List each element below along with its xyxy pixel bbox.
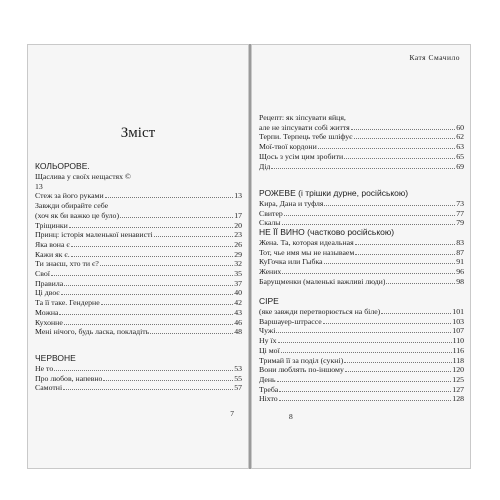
entry-title: Чужі xyxy=(259,326,276,336)
entry-title: Яка вона є xyxy=(35,239,70,249)
entry-title: Не то xyxy=(35,364,54,373)
entry-page: 23 xyxy=(234,230,242,240)
toc-entry xyxy=(252,317,470,327)
entry-title: Принц: історія маленької ненависті xyxy=(35,230,153,240)
entry-page: 37 xyxy=(234,278,242,288)
entry-page: 62 xyxy=(456,132,464,142)
toc-entry xyxy=(252,257,470,267)
toc-entry xyxy=(28,240,248,250)
entry-title: Щаслива у своїх нещастях © xyxy=(35,172,131,181)
entry-page: 13 xyxy=(234,191,242,201)
toc-entry xyxy=(28,221,248,231)
toc-entry xyxy=(28,201,248,211)
entry-page: 73 xyxy=(456,199,464,208)
toc-entry xyxy=(252,307,470,317)
entry-page: 42 xyxy=(234,298,242,308)
entry-page: 46 xyxy=(234,317,242,327)
entry-page: 120 xyxy=(452,365,464,375)
toc-entry xyxy=(252,336,470,346)
entry-title: Вони люблять по-іншому xyxy=(259,365,344,375)
entry-title: Та її таке. Гендерне xyxy=(35,298,100,308)
entry-page: 79 xyxy=(456,218,464,228)
section-title: РОЖЕВЕ (і трішки дурне, російською) xyxy=(259,188,409,198)
toc-section-continued xyxy=(252,113,470,171)
toc-entry xyxy=(28,230,248,240)
entry-page: 55 xyxy=(234,373,242,383)
entry-page: 127 xyxy=(452,384,464,394)
entry-page: 83 xyxy=(456,238,464,247)
toc-entry xyxy=(28,308,248,318)
entry-page: 60 xyxy=(456,122,464,132)
toc-entry xyxy=(252,277,470,287)
toc-entry xyxy=(28,279,248,289)
toc-entry xyxy=(28,211,248,221)
section-title: КОЛЬОРОВЕ. xyxy=(35,161,90,171)
entry-title: Треба xyxy=(259,384,279,394)
entry-title: Терпи. Терпець тебе шліфує xyxy=(259,132,353,142)
entry-title: Скалы xyxy=(259,218,281,228)
running-head-author: Катя Смачило xyxy=(409,53,460,62)
entry-title: Завжди обирайте себе xyxy=(35,201,109,211)
entry-page: 91 xyxy=(456,257,464,267)
toc-entry xyxy=(252,248,470,258)
entry-page: 125 xyxy=(452,374,464,384)
entry-page: 103 xyxy=(452,316,464,326)
entry-page: 98 xyxy=(456,276,464,286)
toc-section-multicolor xyxy=(28,161,248,337)
entry-title: Щось з усім цим зробити xyxy=(259,151,344,161)
entry-page: 116 xyxy=(452,345,464,355)
contents-title: Зміст xyxy=(120,125,156,141)
toc-entry xyxy=(252,142,470,152)
toc-entry xyxy=(252,267,470,277)
entry-title: (хоч як би важко це було) xyxy=(35,210,120,220)
entry-page: 77 xyxy=(456,208,464,218)
entry-page: 40 xyxy=(234,288,242,298)
entry-title: Ну їх xyxy=(259,336,277,346)
entry-page: 101 xyxy=(452,307,464,316)
toc-entry xyxy=(28,364,248,374)
entry-page: 107 xyxy=(452,326,464,336)
toc-entry xyxy=(252,375,470,385)
toc-entry xyxy=(28,182,248,192)
toc-entry xyxy=(252,113,470,123)
entry-page: 69 xyxy=(456,161,464,171)
entry-title: Правила xyxy=(35,278,64,288)
toc-entry xyxy=(252,238,470,248)
entry-page: 26 xyxy=(234,239,242,249)
entry-page: 53 xyxy=(234,364,242,373)
toc-entry xyxy=(252,326,470,336)
entry-title: Тот, чье имя мы не называем xyxy=(259,247,355,257)
toc-entry xyxy=(28,191,248,201)
entry-title: Кухонне xyxy=(35,317,63,327)
entry-title: Самотні xyxy=(35,383,63,393)
toc-entry xyxy=(28,259,248,269)
toc-entry xyxy=(252,385,470,395)
section-title: ЧЕРВОНЕ xyxy=(35,353,76,363)
entry-title: Свитер xyxy=(259,208,283,218)
toc-entry xyxy=(252,199,470,209)
toc-entry xyxy=(252,356,470,366)
entry-page: 87 xyxy=(456,247,464,257)
toc-entry xyxy=(252,123,470,133)
toc-entry xyxy=(252,132,470,142)
toc-entry xyxy=(28,269,248,279)
entry-title: Ці двоє xyxy=(35,288,60,298)
toc-entry xyxy=(252,152,470,162)
entry-page: 110 xyxy=(452,336,464,346)
entry-title: Варшауер-штрассе xyxy=(259,316,322,326)
entry-title: Кира, Дана и туфля xyxy=(259,199,324,208)
entry-title: (яке завжди перетворюється на біле) xyxy=(259,307,381,316)
entry-title: але не зіпсувати собі життя xyxy=(259,122,350,132)
toc-entry xyxy=(252,346,470,356)
entry-page: 63 xyxy=(456,142,464,152)
toc-entry xyxy=(28,327,248,337)
entry-title: Тримай її за поділ (сукні) xyxy=(259,355,344,365)
toc-entry xyxy=(252,209,470,219)
right-page xyxy=(251,44,471,469)
toc-entry xyxy=(28,383,248,393)
toc-entry xyxy=(28,172,248,182)
toc-entry xyxy=(252,394,470,404)
entry-page: 48 xyxy=(234,327,242,337)
entry-page: 35 xyxy=(234,269,242,279)
entry-page: 17 xyxy=(234,210,242,220)
entry-title: Можна xyxy=(35,307,59,317)
toc-section-not-her-wine xyxy=(252,227,470,287)
toc-entry xyxy=(28,318,248,328)
toc-entry xyxy=(28,250,248,260)
entry-page: 43 xyxy=(234,307,242,317)
entry-title: Рецепт: як зіпсувати яйця, xyxy=(259,113,346,122)
section-title: НЕ ЇЇ ВИНО (частково російською) xyxy=(259,227,395,237)
entry-title: КуГочка или Гыбка xyxy=(259,257,323,267)
toc-entry xyxy=(28,298,248,308)
entry-title: Про любов, напевно xyxy=(35,373,103,383)
toc-entry xyxy=(28,288,248,298)
entry-title: Мої-твої кордони xyxy=(259,142,317,152)
toc-entry xyxy=(252,162,470,172)
left-page xyxy=(27,44,249,469)
entry-page: 128 xyxy=(452,394,464,404)
entry-title: Ти знаєш, хто ти є? xyxy=(35,259,99,269)
entry-page: 65 xyxy=(456,151,464,161)
entry-title: Кажи як є. xyxy=(35,249,70,259)
page-number: 8 xyxy=(289,412,293,421)
entry-title: Стеж за його руками xyxy=(35,191,104,201)
entry-title: День xyxy=(259,374,276,384)
page-number: 7 xyxy=(230,409,234,418)
entry-page: 20 xyxy=(234,220,242,230)
entry-title: Свої xyxy=(35,269,50,279)
section-title: СІРЕ xyxy=(259,296,279,306)
toc-section-pink xyxy=(252,188,470,228)
entry-title: Жених xyxy=(259,267,282,277)
entry-page: 57 xyxy=(234,383,242,393)
entry-title: Ці мої xyxy=(259,345,280,355)
entry-title: 13 xyxy=(35,181,43,191)
entry-page: 96 xyxy=(456,267,464,277)
entry-title: Барущменки (маленькі важливі люди) xyxy=(259,276,386,286)
toc-section-red xyxy=(28,353,248,393)
entry-title: Жена. Та, которая идеальная xyxy=(259,238,354,247)
entry-title: Дід xyxy=(259,161,271,171)
toc-section-grey xyxy=(252,296,470,404)
entry-page: 29 xyxy=(234,249,242,259)
entry-title: Ніхто xyxy=(259,394,278,404)
toc-entry xyxy=(252,365,470,375)
entry-title: Мені нічого, будь ласка, покладіть xyxy=(35,327,150,337)
entry-title: Тріщинки xyxy=(35,220,68,230)
toc-entry xyxy=(28,374,248,384)
entry-page: 118 xyxy=(452,355,464,365)
entry-page: 32 xyxy=(234,259,242,269)
